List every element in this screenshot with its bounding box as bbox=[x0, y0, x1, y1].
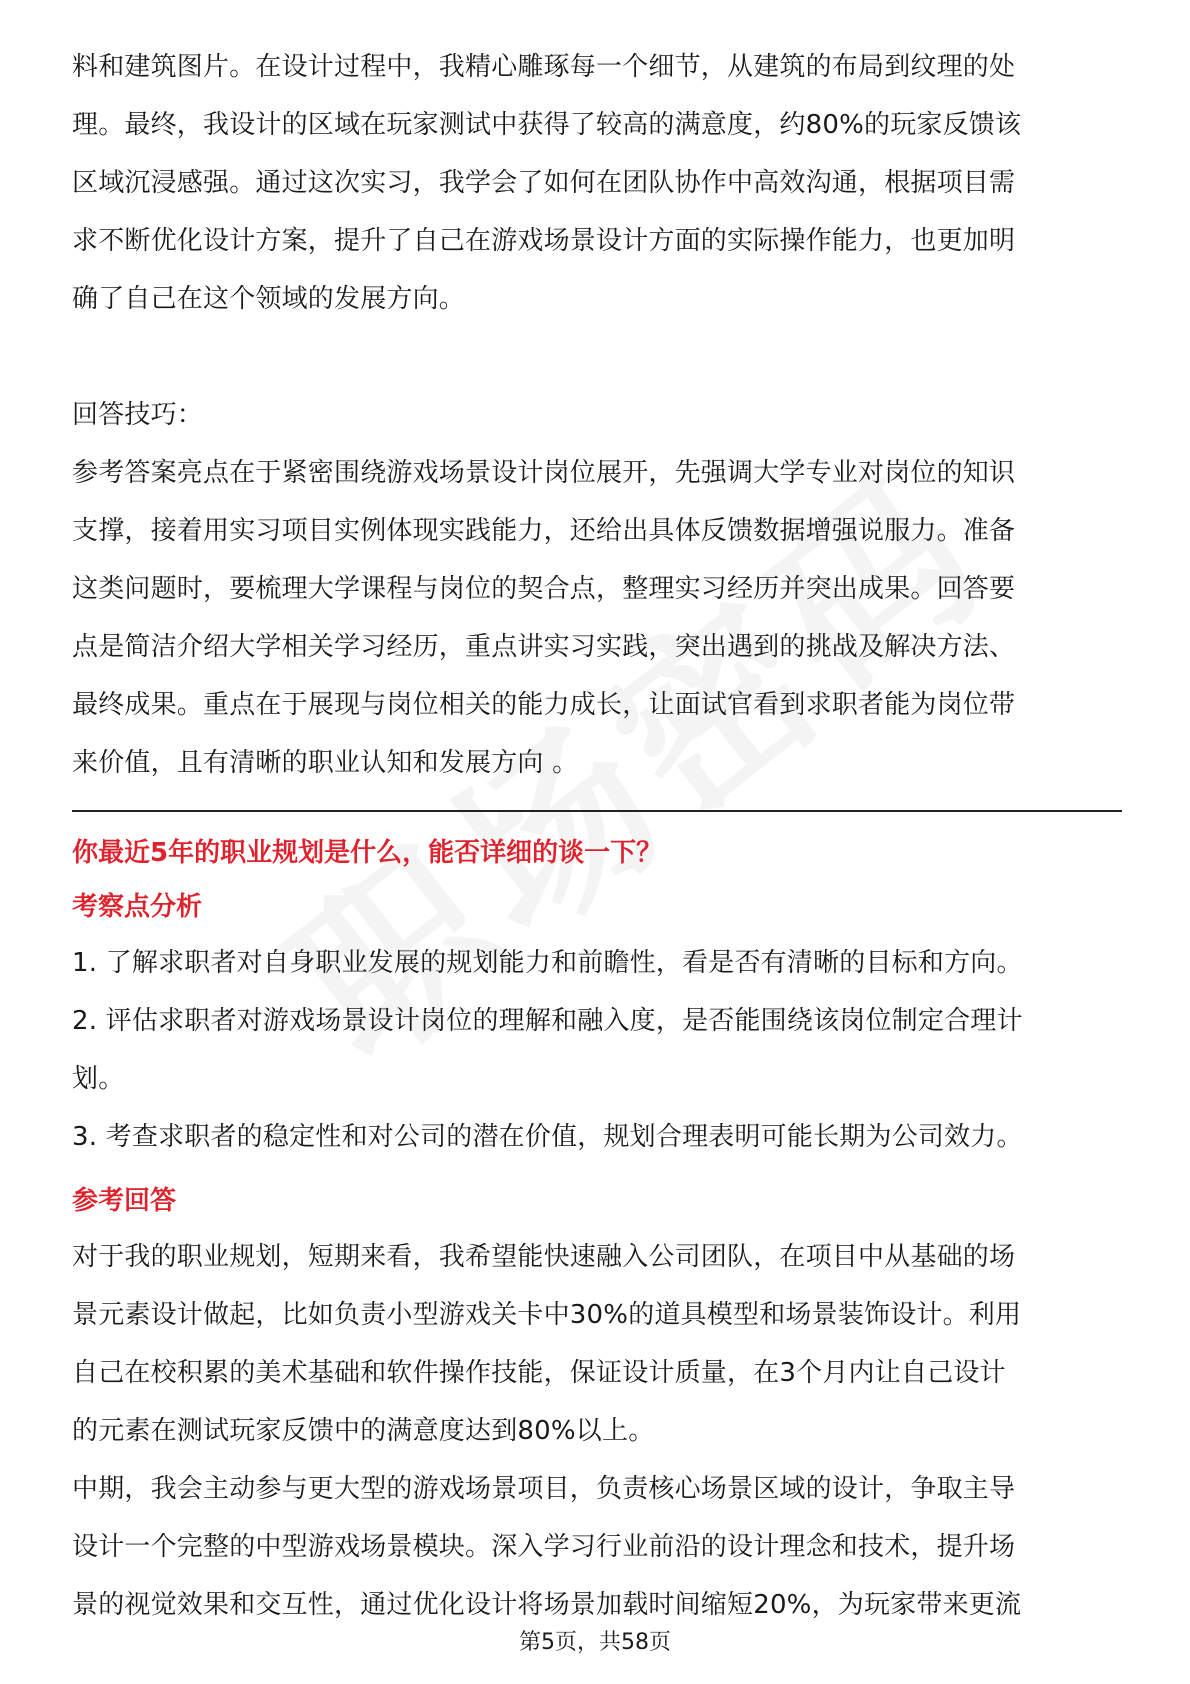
analysis-point: 2. 评估求职者对游戏场景设计岗位的理解和融入度，是否能围绕该岗位制定合理计 bbox=[72, 1006, 1023, 1036]
text-line: 区域沉浸感强。通过这次实习，我学会了如何在团队协作中高效沟通，根据项目需 bbox=[72, 168, 1016, 198]
answer-tips bbox=[72, 386, 1122, 792]
text-line: 来价值，且有清晰的职业认知和发展方向 。 bbox=[72, 748, 579, 778]
analysis-heading: 考察点分析 bbox=[72, 892, 203, 922]
text-line: 这类问题时，要梳理大学课程与岗位的契合点，整理实习经历并突出成果。回答要 bbox=[72, 574, 1016, 604]
text-line: 对于我的职业规划，短期来看，我希望能快速融入公司团队，在项目中从基础的场 bbox=[72, 1242, 1016, 1272]
document-page bbox=[72, 38, 1122, 1634]
text-line: 自己在校积累的美术基础和软件操作技能，保证设计质量，在3个月内让自己设计 bbox=[72, 1358, 1006, 1388]
text-line: 的元素在测试玩家反馈中的满意度达到80%以上。 bbox=[72, 1416, 655, 1446]
text-line: 料和建筑图片。在设计过程中，我精心雕琢每一个细节，从建筑的布局到纹理的处 bbox=[72, 52, 1016, 82]
text-line: 景的视觉效果和交互性，通过优化设计将场景加载时间缩短20%，为玩家带来更流 bbox=[72, 1590, 1022, 1620]
text-line: 设计一个完整的中型游戏场景模块。深入学习行业前沿的设计理念和技术，提升场 bbox=[72, 1532, 1016, 1562]
text-line: 最终成果。重点在于展现与岗位相关的能力成长，让面试官看到求职者能为岗位带 bbox=[72, 690, 1016, 720]
page-footer: 第5页，共58页 bbox=[519, 1630, 671, 1655]
text-line: 参考答案亮点在于紧密围绕游戏场景设计岗位展开，先强调大学专业对岗位的知识 bbox=[72, 458, 1016, 488]
question-section bbox=[72, 826, 1122, 1634]
analysis-point: 1. 了解求职者对自身职业发展的规划能力和前瞻性，看是否有清晰的目标和方向。 bbox=[72, 948, 1023, 978]
text-line: 中期，我会主动参与更大型的游戏场景项目，负责核心场景区域的设计，争取主导 bbox=[72, 1474, 1016, 1504]
text-line: 支撑，接着用实习项目实例体现实践能力，还给出具体反馈数据增强说服力。准备 bbox=[72, 516, 1016, 546]
analysis-point: 划。 bbox=[72, 1064, 125, 1094]
text-line: 理。最终，我设计的区域在玩家测试中获得了较高的满意度，约80%的玩家反馈该 bbox=[72, 110, 1022, 140]
tips-title: 回答技巧： bbox=[72, 400, 204, 430]
text-line: 确了自己在这个领域的发展方向。 bbox=[72, 284, 466, 314]
text-line: 景元素设计做起，比如负责小型游戏关卡中30%的道具模型和场景装饰设计。利用 bbox=[72, 1300, 1022, 1330]
text-line: 求不断优化设计方案，提升了自己在游戏场景设计方面的实际操作能力，也更加明 bbox=[72, 226, 1016, 256]
reference-heading: 参考回答 bbox=[72, 1186, 177, 1216]
section-divider bbox=[72, 810, 1122, 812]
text-line: 点是简洁介绍大学相关学习经历，重点讲实习实践，突出遇到的挑战及解决方法、 bbox=[72, 632, 1016, 662]
analysis-point: 3. 考查求职者的稳定性和对公司的潜在价值，规划合理表明可能长期为公司效力。 bbox=[72, 1122, 1023, 1152]
intro-paragraph bbox=[72, 38, 1122, 328]
question-title: 你最近5年的职业规划是什么，能否详细的谈一下？ bbox=[72, 838, 663, 868]
